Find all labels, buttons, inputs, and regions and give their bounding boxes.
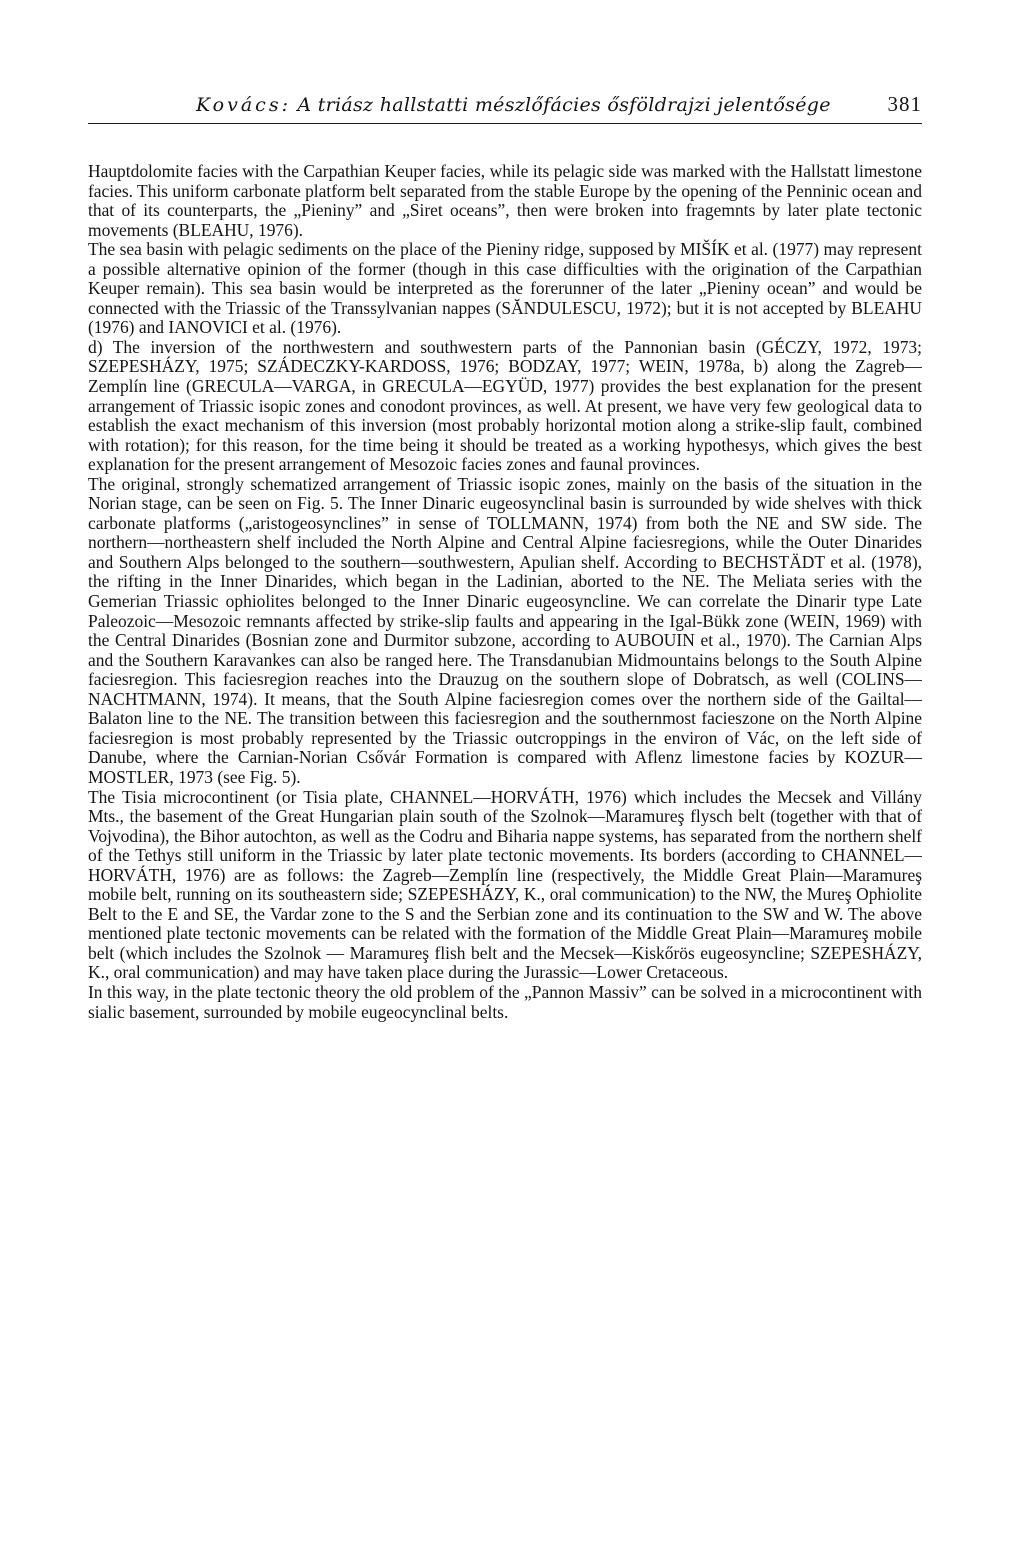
paragraph: In this way, in the plate tectonic theory the old problem of the „Pannon Massiv” can be solved in a microcontinent with sialic basement, surrounded by mobile eugeocynclinal belts. <box>88 981 922 1022</box>
paragraph: Hauptdolomite facies with the Carpathian Keuper facies, while its pelagic side was marked with the Hallstatt limestone facies. This uniform carbonate platform belt separated from the stable Europe by the opening of the Penninic ocean and that of its counterparts, the „Pieniny” and „Siret oceans”, then were broken into fragemnts by later plate tectonic movements (BLEAHU, 1976). <box>88 161 922 240</box>
running-article-title: A triász hallstatti mészlőfácies ősföldrajzi jelentősége <box>297 94 831 116</box>
page <box>88 92 922 1022</box>
running-header <box>88 92 922 124</box>
paragraph: The Tisia microcontinent (or Tisia plate, CHANNEL—HORVÁTH, 1976) which includes the Mecsek and Villány Mts., the basement of the Great Hungarian plain south of the Szolnok—Maramureş flysch belt (together with that of Vojvodina), the Bihor autochton, as well as the Codru and Biharia nappe systems, has separated from the northern shelf of the Tethys still uniform in the Triassic by later plate tectonic movements. Its borders (according to CHANNEL—HORVÁTH, 1976) are as follows: the Zagreb—Zemplín line (respectively, the Middle Great Plain—Maramureş mobile belt, running on its southeastern side; SZEPESHÁZY, K., oral communication) to the NW, the Mureş Ophiolite Belt to the E and SE, the Vardar zone to the S and the Serbian zone and its continuation to the SW and W. The above mentioned plate tectonic movements can be related with the formation of the Middle Great Plain—Maramureş mobile belt (which includes the Szolnok — Maramureş flish belt and the Mecsek—Kiskőrös eugeosyncline; SZEPESHÁZY, K., oral communication) and may have taken place during the Jurassic—Lower Cretaceous. <box>88 786 922 983</box>
page-number: 381 <box>887 92 922 116</box>
running-author: Kovács: <box>196 94 291 116</box>
paragraph: d) The inversion of the northwestern and southwestern parts of the Pannonian basin (GÉCZY, 1972, 1973; SZEPESHÁZY, 1975; SZÁDECZKY-KARDOSS, 1976; BODZAY, 1977; WEIN, 1978a, b) along the Zagreb—Zemplín line (GRECULA—VARGA, in GRECULA—EGYÜD, 1977) provides the best explanation for the present arrangement of Triassic isopic zones and conodont provinces, as well. At present, we have very few geological data to establish the exact mechanism of this inversion (most probably horizontal motion along a strike-slip fault, combined with rotation); for this reason, for the time being it should be treated as a working hypothesys, which gives the best explanation for the present arrangement of Mesozoic facies zones and faunal provinces. <box>88 336 922 475</box>
body-text <box>88 162 922 1022</box>
running-title <box>88 94 831 116</box>
paragraph: The original, strongly schematized arrangement of Triassic isopic zones, mainly on the basis of the situation in the Norian stage, can be seen on Fig. 5. The Inner Dinaric eugeosynclinal basin is surrounded by wide shelves with thick carbonate platforms („aristogeosynclines” in sense of TOLLMANN, 1974) from both the NE and SW side. The northern—northeastern shelf included the North Alpine and Central Alpine faciesregions, while the Outer Dinarides and Southern Alps belonged to the southern—southwestern, Apulian shelf. According to BECHSTÄDT et al. (1978), the rifting in the Inner Dinarides, which began in the Ladinian, aborted to the NE. The Meliata series with the Gemerian Triassic ophiolites belonged to the Inner Dinaric eugeosyncline. We can correlate the Dinarir type Late Paleozoic—Mesozoic remnants affected by strike-slip faults and appearing in the Igal-Bükk zone (WEIN, 1969) with the Central Dinarides (Bosnian zone and Durmitor subzone, according to AUBOUIN et al., 1970). The Carnian Alps and the Southern Karavankes can also be ranged here. The Transdanubian Midmountains belongs to the South Alpine faciesregion. This faciesregion reaches into the Drauzug on the southern slope of Dobratsch, as well (COLINS—NACHTMANN, 1974). It means, that the South Alpine faciesregion comes over the northern side of the Gailtal—Balaton line to the NE. The transition between this faciesregion and the southernmost facieszone on the North Alpine faciesregion is most probably represented by the Triassic outcroppings in the environ of Vác, on the left side of Danube, where the Carnian-Norian Csővár Formation is compared with Aflenz limestone facies by KOZUR—MOSTLER, 1973 (see Fig. 5). <box>88 473 922 787</box>
paragraph: The sea basin with pelagic sediments on the place of the Pieniny ridge, supposed by MIŠÍK et al. (1977) may represent a possible alternative opinion of the former (though in this case difficulties with the origination of the Carpathian Keuper remain). This sea basin would be interpreted as the forerunner of the later „Pieniny ocean” and would be connected with the Triassic of the Transsylvanian nappes (SĂNDULESCU, 1972); but it is not accepted by BLEAHU (1976) and IANOVICI et al. (1976). <box>88 239 922 338</box>
